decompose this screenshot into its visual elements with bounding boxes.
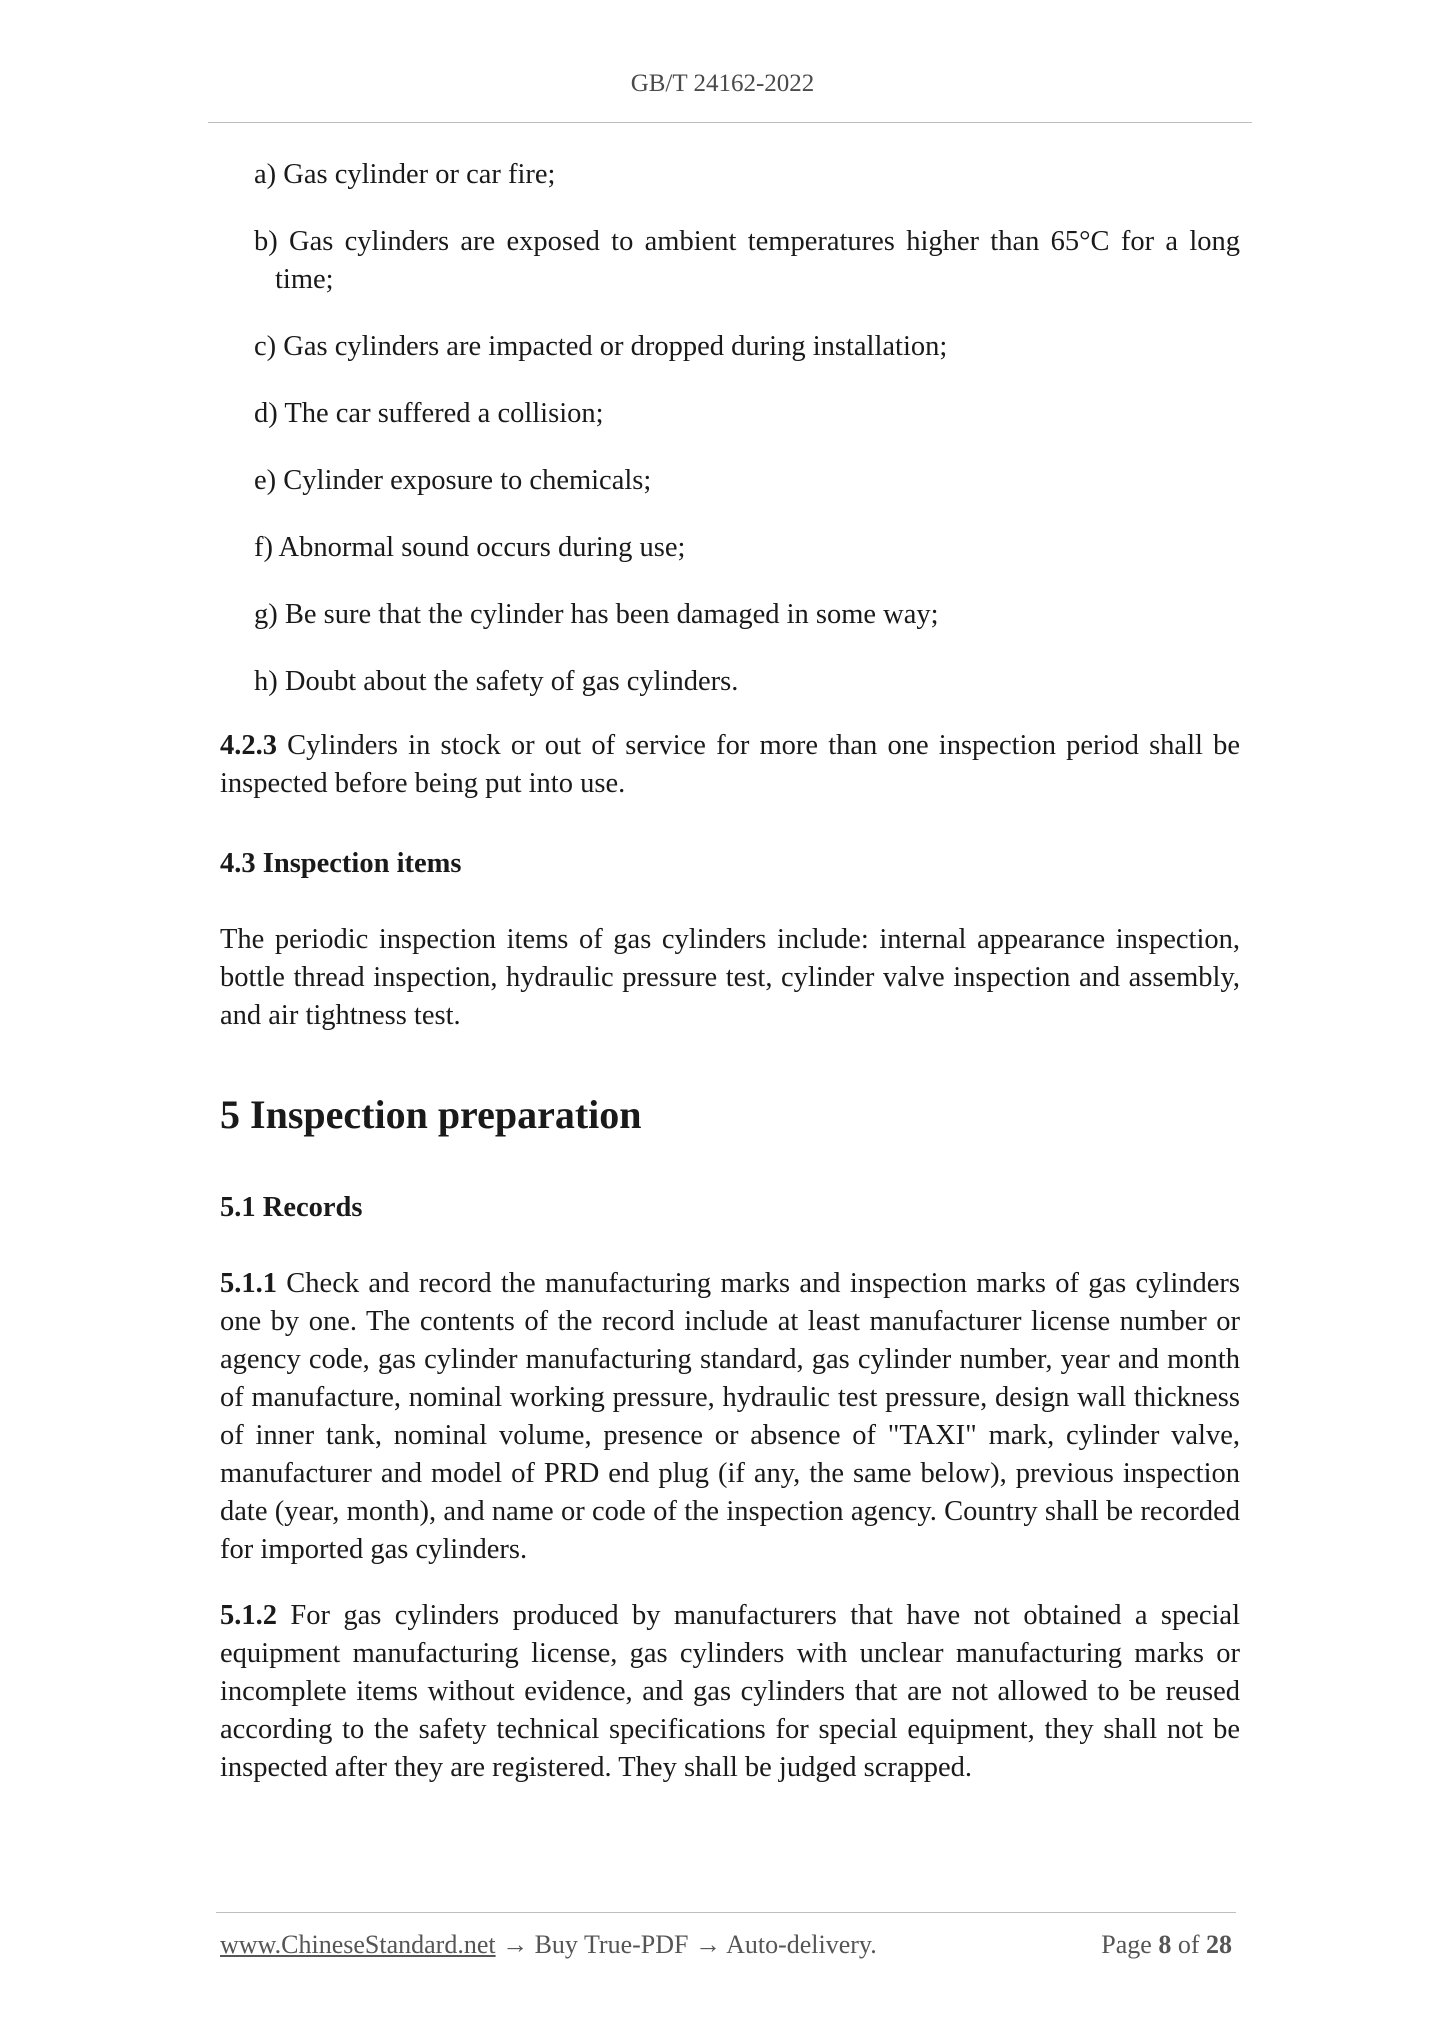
page-label: Page xyxy=(1101,1930,1159,1959)
clause-text: Check and record the manufacturing marks and inspection marks of gas cylinders one by one. The contents of the record include at least manufacturer license number or agency code, gas cylinder manufacturing standard, gas cylinder number, year and month of manufacture, nominal working pressure, hydraulic test pressure, design wall thickness of inner tank, nominal volume, presence or absence of "TAXI" mark, cylinder valve, manufacturer and model of PRD end plug (if any, the same below), previous inspection date (year, month), and name or code of the inspection agency. Country shall be recorded for imported gas cylinders. xyxy=(220,1268,1240,1565)
total-pages: 28 xyxy=(1206,1930,1232,1959)
list-item: b) Gas cylinders are exposed to ambient temperatures higher than 65°C for a long time; xyxy=(254,226,1240,295)
footer-promo xyxy=(220,1930,877,1960)
clause-5-1-1 xyxy=(220,1265,1240,1569)
condition-list xyxy=(220,156,1240,701)
clause-4-2-3 xyxy=(220,727,1240,803)
chapter-heading-5: 5 Inspection preparation xyxy=(220,1092,642,1137)
section-heading-4-3: 4.3 Inspection items xyxy=(220,848,462,879)
website-link[interactable]: www.ChineseStandard.net xyxy=(220,1930,496,1959)
list-item: g) Be sure that the cylinder has been damaged in some way; xyxy=(254,599,939,630)
list-item: h) Doubt about the safety of gas cylinders. xyxy=(254,666,739,697)
arrow-right-icon: → xyxy=(688,1930,727,1959)
page-footer xyxy=(220,1930,1232,1970)
page-of-label: of xyxy=(1171,1930,1206,1959)
header-divider xyxy=(208,122,1252,123)
document-header: GB/T 24162-2022 xyxy=(630,70,815,97)
list-item: c) Gas cylinders are impacted or dropped during installation; xyxy=(254,331,948,362)
list-item: e) Cylinder exposure to chemicals; xyxy=(254,465,652,496)
clause-number: 5.1.1 xyxy=(220,1268,277,1299)
list-item: a) Gas cylinder or car fire; xyxy=(254,159,556,190)
clause-number: 5.1.2 xyxy=(220,1600,277,1631)
document-body xyxy=(220,156,1240,1787)
clause-text: Cylinders in stock or out of service for more than one inspection period shall be inspected before being put into use. xyxy=(220,730,1240,799)
delivery-text: Auto-delivery. xyxy=(726,1930,877,1959)
section-4-3-text: The periodic inspection items of gas cylinders include: internal appearance inspection, bottle thread inspection, hydraulic pressure test, cylinder valve inspection and assembly, and air tightness test. xyxy=(220,924,1240,1031)
list-item: f) Abnormal sound occurs during use; xyxy=(254,532,686,563)
page-number xyxy=(1101,1930,1232,1960)
arrow-right-icon: → xyxy=(495,1930,535,1959)
clause-text: For gas cylinders produced by manufacturers that have not obtained a special equipment manufacturing license, gas cylinders with unclear manufacturing marks or incomplete items without evidence, and gas cylinders that are not allowed to be reused according to the safety technical specifications for special equipment, they shall not be inspected after they are registered. They shall be judged scrapped. xyxy=(220,1600,1240,1783)
current-page: 8 xyxy=(1158,1930,1172,1959)
clause-number: 4.2.3 xyxy=(220,730,277,761)
footer-divider xyxy=(216,1912,1236,1913)
section-heading-5-1: 5.1 Records xyxy=(220,1192,363,1223)
list-item: d) The car suffered a collision; xyxy=(254,398,604,429)
clause-5-1-2 xyxy=(220,1597,1240,1787)
buy-pdf-text: Buy True-PDF xyxy=(534,1930,689,1959)
